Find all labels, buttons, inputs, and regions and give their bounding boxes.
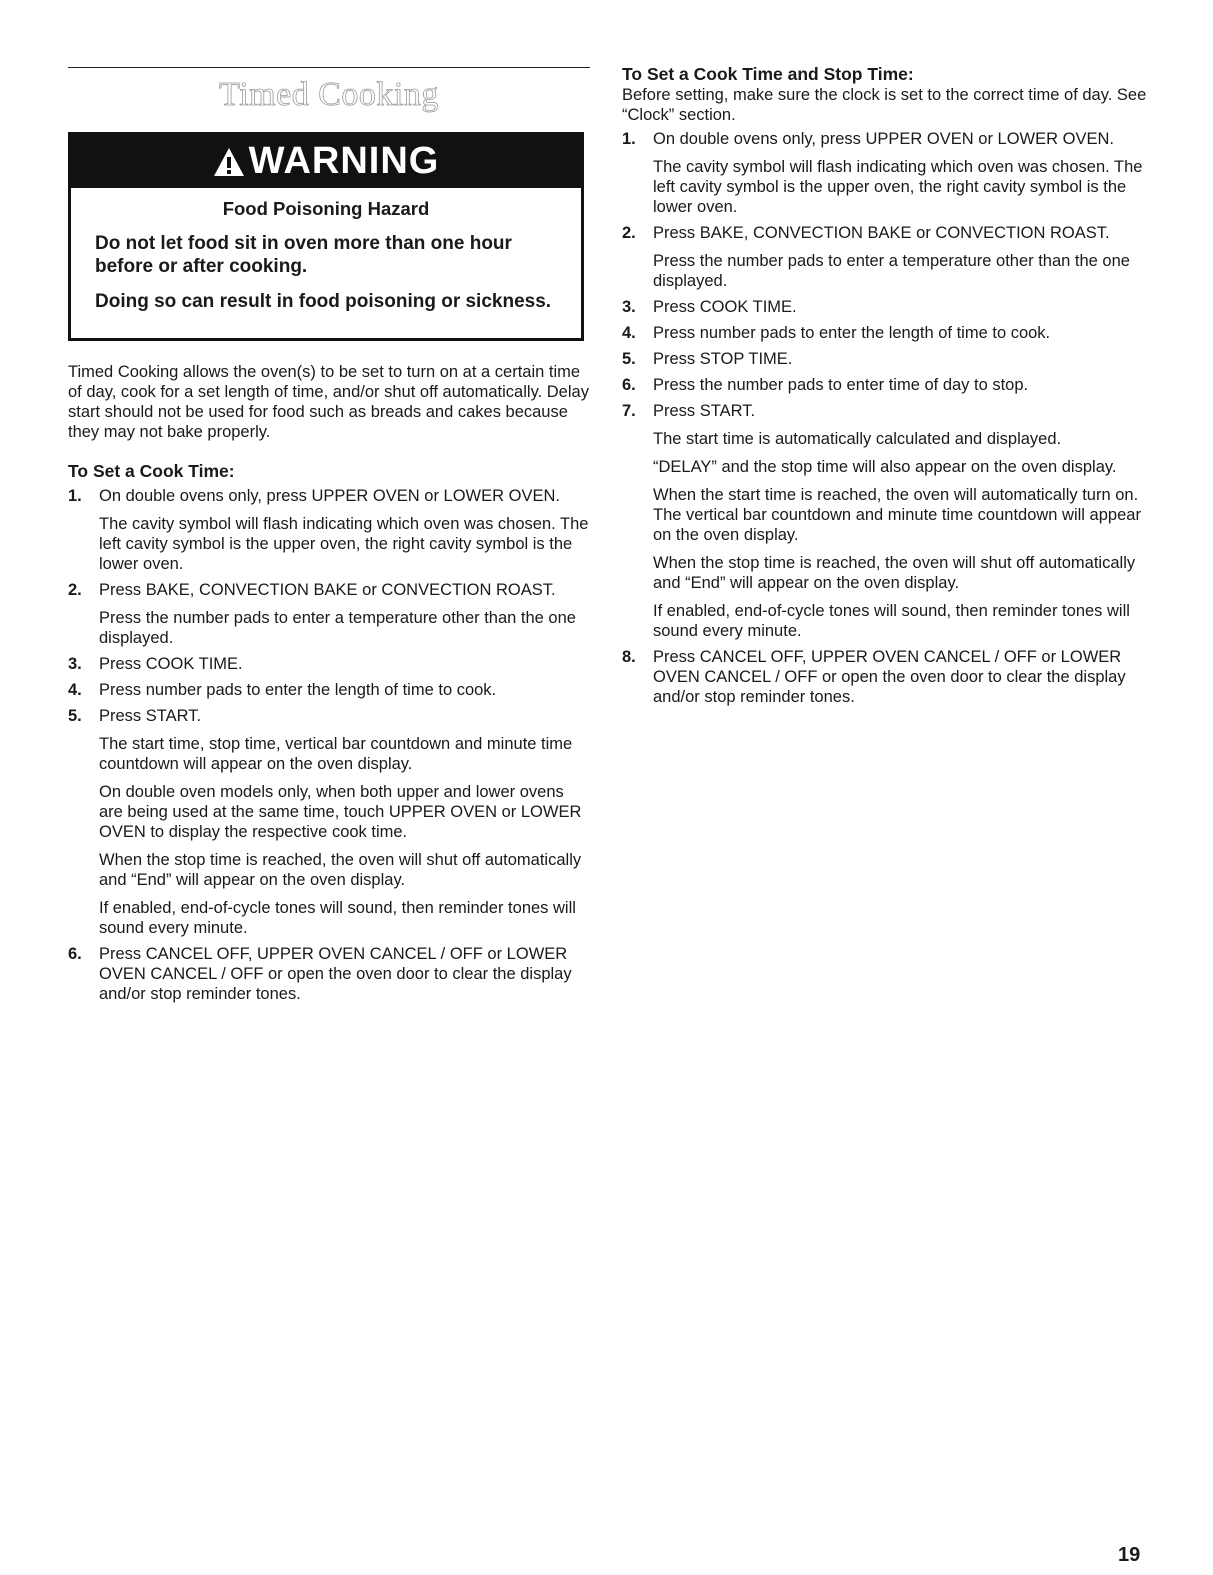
step-text: Press the number pads to enter time of day to stop. xyxy=(653,376,1029,394)
step-text: Press number pads to enter the length of time to cook. xyxy=(99,681,497,699)
page-number: 19 xyxy=(1118,1544,1141,1566)
step-number: 7. xyxy=(622,402,636,420)
step-number: 1. xyxy=(622,130,636,148)
step-text: Press BAKE, CONVECTION BAKE or CONVECTION ROAST. xyxy=(99,581,556,599)
step-detail: The start time is automatically calculated and displayed. xyxy=(653,430,1062,448)
step-detail: “DELAY” and the stop time will also appear on the oven display. xyxy=(653,458,1117,476)
stop-time-steps xyxy=(622,129,1152,707)
list-item xyxy=(68,706,590,938)
step-detail: On double oven models only, when both upper and lower ovens are being used at the same time, touch UPPER OVEN or LOWER OVEN to display the respective cook time. xyxy=(99,783,582,841)
step-number: 4. xyxy=(68,681,82,699)
hazard-title: Food Poisoning Hazard xyxy=(222,198,430,219)
step-detail: If enabled, end-of-cycle tones will sound, then reminder tones will sound every minute. xyxy=(653,602,1130,640)
right-column xyxy=(622,64,1152,707)
step-detail: When the stop time is reached, the oven will shut off automatically and “End” will appear on the oven display. xyxy=(99,851,582,889)
list-item xyxy=(68,944,590,1004)
step-number: 5. xyxy=(622,350,636,368)
warning-line-2: Doing so can result in food poisoning or sickness. xyxy=(95,291,552,312)
step-detail: If enabled, end-of-cycle tones will sound, then reminder tones will sound every minute. xyxy=(99,899,576,937)
cook-time-steps xyxy=(68,486,590,1004)
step-number: 1. xyxy=(68,487,82,505)
list-item xyxy=(622,223,1152,291)
step-detail: When the start time is reached, the oven will automatically turn on. The vertical bar countdown and minute time countdown will appear on the oven display. xyxy=(653,486,1141,544)
step-text: Press CANCEL OFF, UPPER OVEN CANCEL / OFF or LOWER OVEN CANCEL / OFF or open the oven door to clear the display and/or stop reminder tones. xyxy=(653,648,1126,706)
step-text: Press CANCEL OFF, UPPER OVEN CANCEL / OFF or LOWER OVEN CANCEL / OFF or open the oven door to clear the display and/or stop reminder tones. xyxy=(99,945,572,1003)
step-text: On double ovens only, press UPPER OVEN or LOWER OVEN. xyxy=(653,130,1114,148)
step-number: 3. xyxy=(68,655,82,673)
warning-line-1: Do not let food sit in oven more than one hour before or after cooking. xyxy=(95,233,512,277)
intro-paragraph: Timed Cooking allows the oven(s) to be set to turn on at a certain time of day, cook for a set length of time, and/or shut off automatically. Delay start should not be used for food such as breads and cakes because they may not bake properly. xyxy=(68,363,589,441)
warning-header xyxy=(71,135,581,188)
step-detail: Press the number pads to enter a temperature other than the one displayed. xyxy=(653,252,1130,290)
list-item xyxy=(68,580,590,648)
list-item xyxy=(68,486,590,574)
step-text: Press START. xyxy=(653,402,756,420)
step-detail: The cavity symbol will flash indicating which oven was chosen. The left cavity symbol is the upper oven, the right cavity symbol is the lower oven. xyxy=(99,515,589,573)
step-text: On double ovens only, press UPPER OVEN or LOWER OVEN. xyxy=(99,487,560,505)
list-item xyxy=(622,129,1152,217)
step-text: Press BAKE, CONVECTION BAKE or CONVECTION ROAST. xyxy=(653,224,1110,242)
step-number: 6. xyxy=(622,376,636,394)
warning-triangle-icon xyxy=(213,147,245,177)
list-item xyxy=(622,375,1152,395)
list-item xyxy=(622,323,1152,343)
step-number: 3. xyxy=(622,298,636,316)
step-number: 4. xyxy=(622,324,636,342)
cook-time-heading: To Set a Cook Time: xyxy=(68,461,235,481)
step-detail: Press the number pads to enter a temperature other than the one displayed. xyxy=(99,609,576,647)
step-text: Press START. xyxy=(99,707,202,725)
step-text: Press COOK TIME. xyxy=(653,298,797,316)
step-number: 5. xyxy=(68,707,82,725)
step-text: Press COOK TIME. xyxy=(99,655,243,673)
step-text: Press number pads to enter the length of time to cook. xyxy=(653,324,1051,342)
step-number: 2. xyxy=(68,581,82,599)
step-number: 8. xyxy=(622,648,636,666)
step-text: Press STOP TIME. xyxy=(653,350,793,368)
list-item xyxy=(622,349,1152,369)
list-item xyxy=(68,654,590,674)
top-rule xyxy=(68,67,590,68)
stop-time-heading: To Set a Cook Time and Stop Time: xyxy=(622,64,914,84)
step-detail: The start time, stop time, vertical bar countdown and minute time countdown will appear on the oven display. xyxy=(99,735,573,773)
list-item xyxy=(622,647,1152,707)
list-item xyxy=(622,401,1152,641)
step-detail: The cavity symbol will flash indicating which oven was chosen. The left cavity symbol is the upper oven, the right cavity symbol is the lower oven. xyxy=(653,158,1143,216)
warning-label: WARNING xyxy=(248,140,440,182)
section-title: Timed Cooking xyxy=(219,76,439,113)
intro-section xyxy=(68,362,590,1004)
list-item xyxy=(622,297,1152,317)
step-number: 6. xyxy=(68,945,82,963)
stop-time-intro: Before setting, make sure the clock is set to the correct time of day. See “Clock” section. xyxy=(622,86,1147,124)
warning-box xyxy=(68,132,584,341)
step-number: 2. xyxy=(622,224,636,242)
list-item xyxy=(68,680,590,700)
step-detail: When the stop time is reached, the oven will shut off automatically and “End” will appear on the oven display. xyxy=(653,554,1136,592)
